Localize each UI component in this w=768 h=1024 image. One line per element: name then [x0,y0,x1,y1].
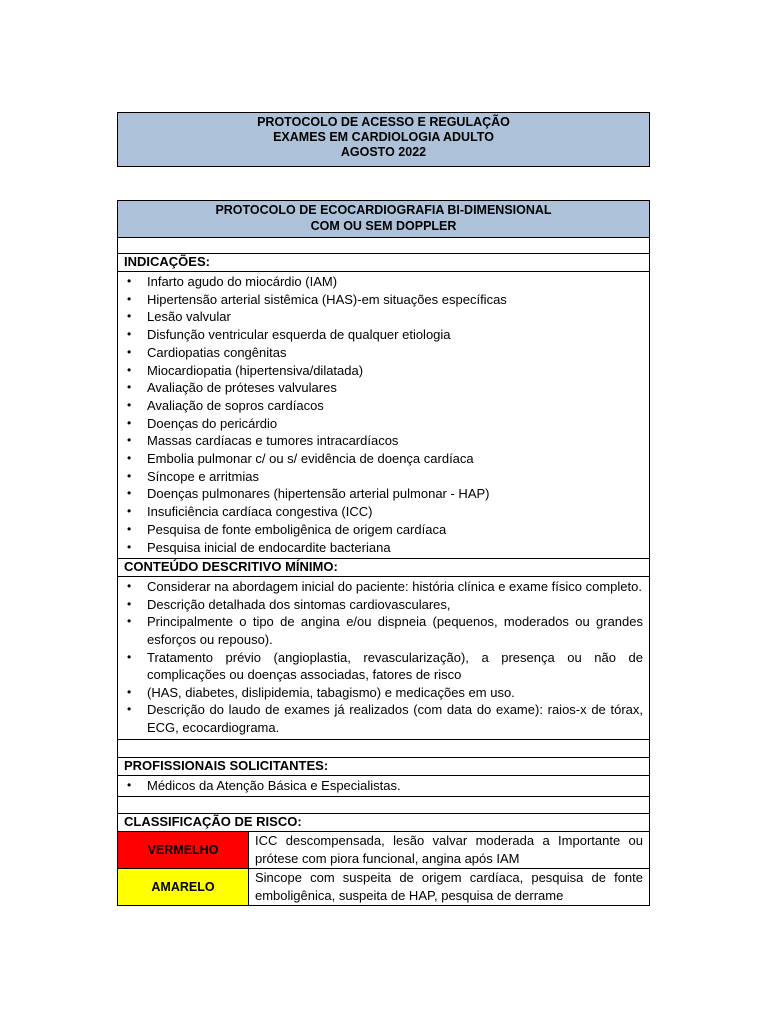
risk-label-vermelho: VERMELHO [118,832,249,869]
bullet-icon: • [127,684,132,699]
protocol-title-line-1: PROTOCOLO DE ECOCARDIOGRAFIA BI-DIMENSIONAL [215,203,552,217]
list-item [124,701,643,736]
blank-row [118,238,650,254]
list-item-text: Cardiopatias congênitas [147,344,287,360]
list-item [124,777,643,795]
risk-label-amarelo: AMARELO [118,869,249,906]
header-line-2: EXAMES EM CARDIOLOGIA ADULTO [273,130,494,144]
risk-text-vermelho: ICC descompensada, lesão valvar moderada a Importante ou prótese com piora funcional, angina após IAM [249,832,650,869]
bullet-icon: • [127,344,132,359]
list-item-text: Lesão valvular [147,309,231,325]
indicacoes-heading: INDICAÇÕES: [118,254,650,272]
list-item-text: Descrição detalhada dos sintomas cardiovasculares, [147,596,451,612]
list-item-text: Doenças do pericárdio [147,415,278,431]
list-item [124,468,643,486]
list-item [124,273,643,291]
bullet-icon: • [127,539,132,554]
list-item [124,344,643,362]
list-item-text: Pesquisa de fonte emboligênica de origem cardíaca [147,521,447,537]
list-item-text: Disfunção ventricular esquerda de qualquer etiologia [147,327,451,343]
profissionais-heading: PROFISSIONAIS SOLICITANTES: [118,757,650,775]
list-item-text: Insuficiência cardíaca congestiva (ICC) [147,504,373,520]
list-item [124,291,643,309]
bullet-icon: • [127,486,132,501]
bullet-icon: • [127,274,132,288]
list-item-text: Médicos da Atenção Básica e Especialistas. [147,777,401,793]
list-item-text: (HAS, diabetes, dislipidemia, tabagismo) e medicações em uso. [147,684,515,700]
list-item [124,308,643,326]
protocol-table [117,200,650,906]
list-item [124,613,643,648]
blank-row [118,797,650,814]
list-item-text: Doenças pulmonares (hipertensão arterial pulmonar - HAP) [147,486,490,502]
list-item [124,397,643,415]
list-item-text: Massas cardíacas e tumores intracardíacos [147,433,399,449]
list-item-text: Avaliação de próteses valvulares [147,380,337,396]
profissionais-cell [118,775,650,797]
bullet-icon: • [127,596,132,611]
list-item [124,362,643,380]
bullet-icon: • [127,451,132,466]
list-item [124,578,643,596]
bullet-icon: • [127,433,132,448]
list-item [124,432,643,450]
bullet-icon: • [127,397,132,412]
list-item [124,503,643,521]
bullet-icon: • [127,468,132,483]
bullet-icon: • [127,309,132,324]
list-item-text: Avaliação de sopros cardíacos [147,397,324,413]
indicacoes-cell [118,272,650,559]
list-item [124,415,643,433]
bullet-icon: • [127,649,132,664]
list-item [124,379,643,397]
bullet-icon: • [127,504,132,519]
bullet-icon: • [127,777,132,792]
classificacao-heading: CLASSIFICAÇÃO DE RISCO: [118,814,650,832]
list-item-text: Síncope e arritmias [147,468,259,484]
list-item [124,326,643,344]
list-item-text: Embolia pulmonar c/ ou s/ evidência de doença cardíaca [147,451,474,467]
conteudo-list [124,577,643,738]
bullet-icon: • [127,521,132,536]
blank-row [118,739,650,757]
bullet-icon: • [127,362,132,377]
bullet-icon: • [127,415,132,430]
risk-text-amarelo: Sincope com suspeita de origem cardíaca, pesquisa de fonte emboligênica, suspeita de HAP, pesquisa de derrame [249,869,650,906]
bullet-icon: • [127,579,132,594]
list-item [124,521,643,539]
header-line-1: PROTOCOLO DE ACESSO E REGULAÇÃO [257,115,510,129]
profissionais-list [124,776,643,797]
list-item-text: Principalmente o tipo de angina e/ou dispneia (pequenos, moderados ou grandes esforços ou repouso). [147,614,643,648]
list-item-text: Hipertensão arterial sistêmica (HAS)-em situações específicas [147,291,507,307]
list-item [124,539,643,557]
list-item-text: Considerar na abordagem inicial do paciente: história clínica e exame físico completo. [147,579,642,595]
bullet-icon: • [127,380,132,395]
document-header [117,112,650,167]
list-item-text: Infarto agudo do miocárdio (IAM) [147,274,338,289]
conteudo-heading: CONTEÚDO DESCRITIVO MÍNIMO: [118,559,650,577]
list-item-text: Descrição do laudo de exames já realizados (com data do exame): raios-x de tórax, ECG, ecocardiograma. [147,702,643,735]
indicacoes-list [124,272,643,558]
list-item [124,485,643,503]
list-item-text: Miocardiopatia (hipertensiva/dilatada) [147,362,364,378]
list-item-text: Pesquisa inicial de endocardite bacteriana [147,539,391,555]
protocol-title-line-2: COM OU SEM DOPPLER [310,218,457,233]
bullet-icon: • [127,327,132,342]
list-item-text: Tratamento prévio (angioplastia, revascularização), a presença ou não de complicações ou doenças associadas, fatores de risco [147,649,643,683]
bullet-icon: • [127,291,132,306]
bullet-icon: • [127,702,132,717]
conteudo-cell [118,577,650,739]
bullet-icon: • [127,614,132,629]
header-line-3: AGOSTO 2022 [340,145,427,159]
list-item [124,450,643,468]
list-item [124,684,643,702]
list-item [124,596,643,614]
protocol-title [118,201,650,238]
list-item [124,649,643,684]
